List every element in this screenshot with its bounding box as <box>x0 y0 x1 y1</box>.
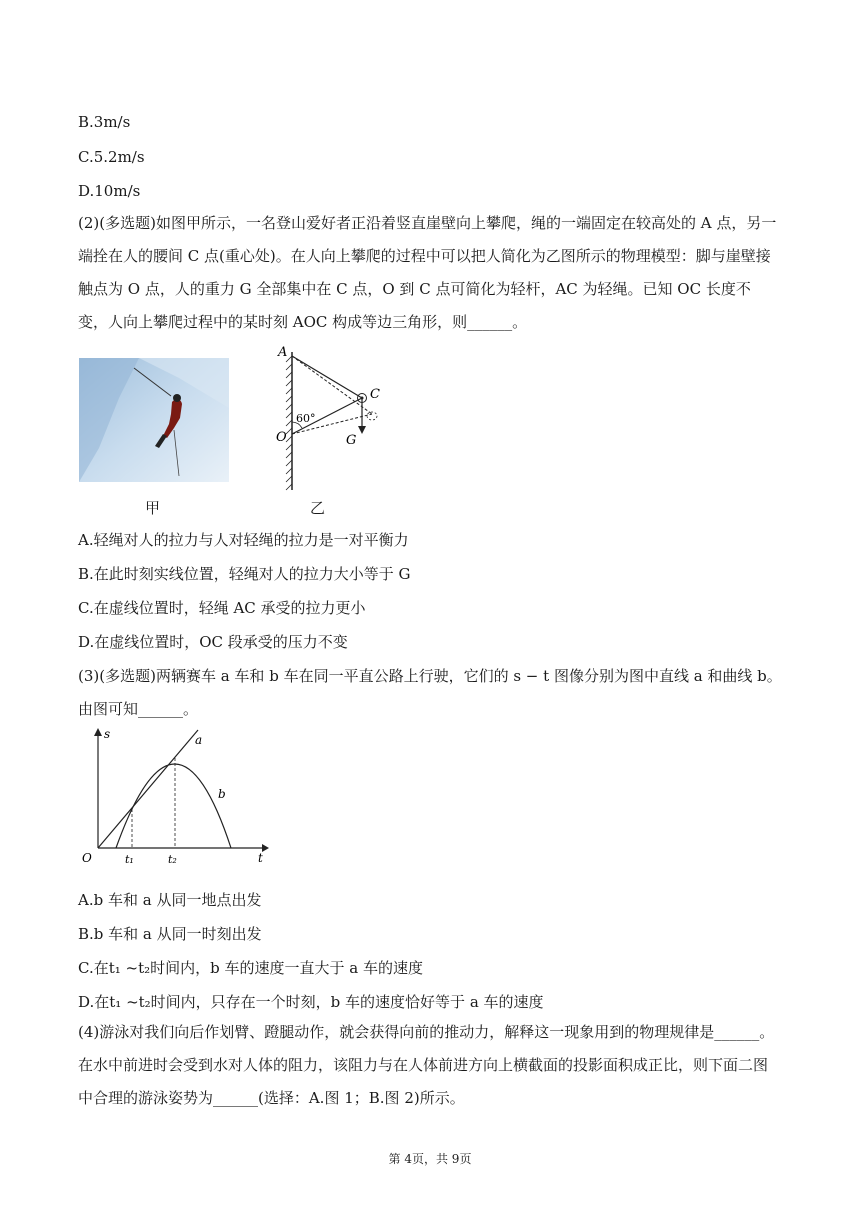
s-t-graph <box>76 724 276 869</box>
q3-stem-line2: 由图可知______。 <box>78 700 199 718</box>
q2-stem: (2)(多选题)如图甲所示，一名登山爱好者正沿着竖直崖壁向上攀爬，绳的一端固定在较高处的 A 点，另一端拴在人的腰间 C 点(重心处)。在人向上攀爬的过程中可以把人简化为乙图所示的物理模型：脚与崖壁接触点为 O 点，人的重力 G 全部集中在 C 点，O 到 C 点可简化为轻杆，AC 为轻绳。已知 OC 长度不变，人向上攀爬过程中的某时刻 AOC 构成等边三角形，则______。 <box>78 214 777 331</box>
q1-option-b: B.3m/s <box>78 113 131 131</box>
point-a-label: A <box>278 345 288 360</box>
line-a-label: a <box>195 733 203 747</box>
q2-option-b: B.在此时刻实线位置，轻绳对人的拉力大小等于 G <box>78 565 411 583</box>
q2-option-c: C.在虚线位置时，轻绳 AC 承受的拉力更小 <box>78 599 366 617</box>
t-axis-label: t <box>258 851 263 865</box>
curve-b-label: b <box>218 787 226 801</box>
q2-option-d: D.在虚线位置时，OC 段承受的压力不变 <box>78 633 348 651</box>
gravity-g-label: G <box>346 433 357 448</box>
point-o-label: O <box>276 430 287 445</box>
rope-model-diagram <box>262 340 402 495</box>
climber-photo <box>79 358 229 482</box>
point-c-label: C <box>370 387 380 402</box>
q1-option-c: C.5.2m/s <box>78 148 145 166</box>
q3-option-c: C.在t₁ ~t₂时间内，b 车的速度一直大于 a 车的速度 <box>78 959 423 977</box>
q3-stem-line1: (3)(多选题)两辆赛车 a 车和 b 车在同一平直公路上行驶，它们的 s − t 图像分别为图中直线 a 和曲线 b。 <box>78 667 782 685</box>
t1-label: t₁ <box>125 853 134 866</box>
q3-option-d: D.在t₁ ~t₂时间内，只存在一个时刻，b 车的速度恰好等于 a 车的速度 <box>78 993 544 1011</box>
page-footer: 第 4页，共 9页 <box>388 1152 472 1166</box>
q4-text: (4)游泳对我们向后作划臂、蹬腿动作，就会获得向前的推动力，解释这一现象用到的物理规律是______。在水中前进时会受到水对人体的阻力，该阻力与在人体前进方向上横截面的投影面积成正比，则下面二图中合理的游泳姿势为______(选择：A.图 1；B.图 2)所示。 <box>78 1023 775 1107</box>
s-axis-label: s <box>104 727 111 741</box>
origin-label: O <box>82 851 92 865</box>
t2-label: t₂ <box>168 853 177 866</box>
angle-60-label: 60° <box>296 412 316 425</box>
q1-option-d: D.10m/s <box>78 182 141 200</box>
q2-option-a: A.轻绳对人的拉力与人对轻绳的拉力是一对平衡力 <box>78 531 409 549</box>
figure-yi-caption: 乙 <box>310 499 326 517</box>
q3-option-b: B.b 车和 a 从同一时刻出发 <box>78 925 262 943</box>
figure-jia-caption: 甲 <box>145 499 161 517</box>
q3-option-a: A.b 车和 a 从同一地点出发 <box>78 891 262 909</box>
